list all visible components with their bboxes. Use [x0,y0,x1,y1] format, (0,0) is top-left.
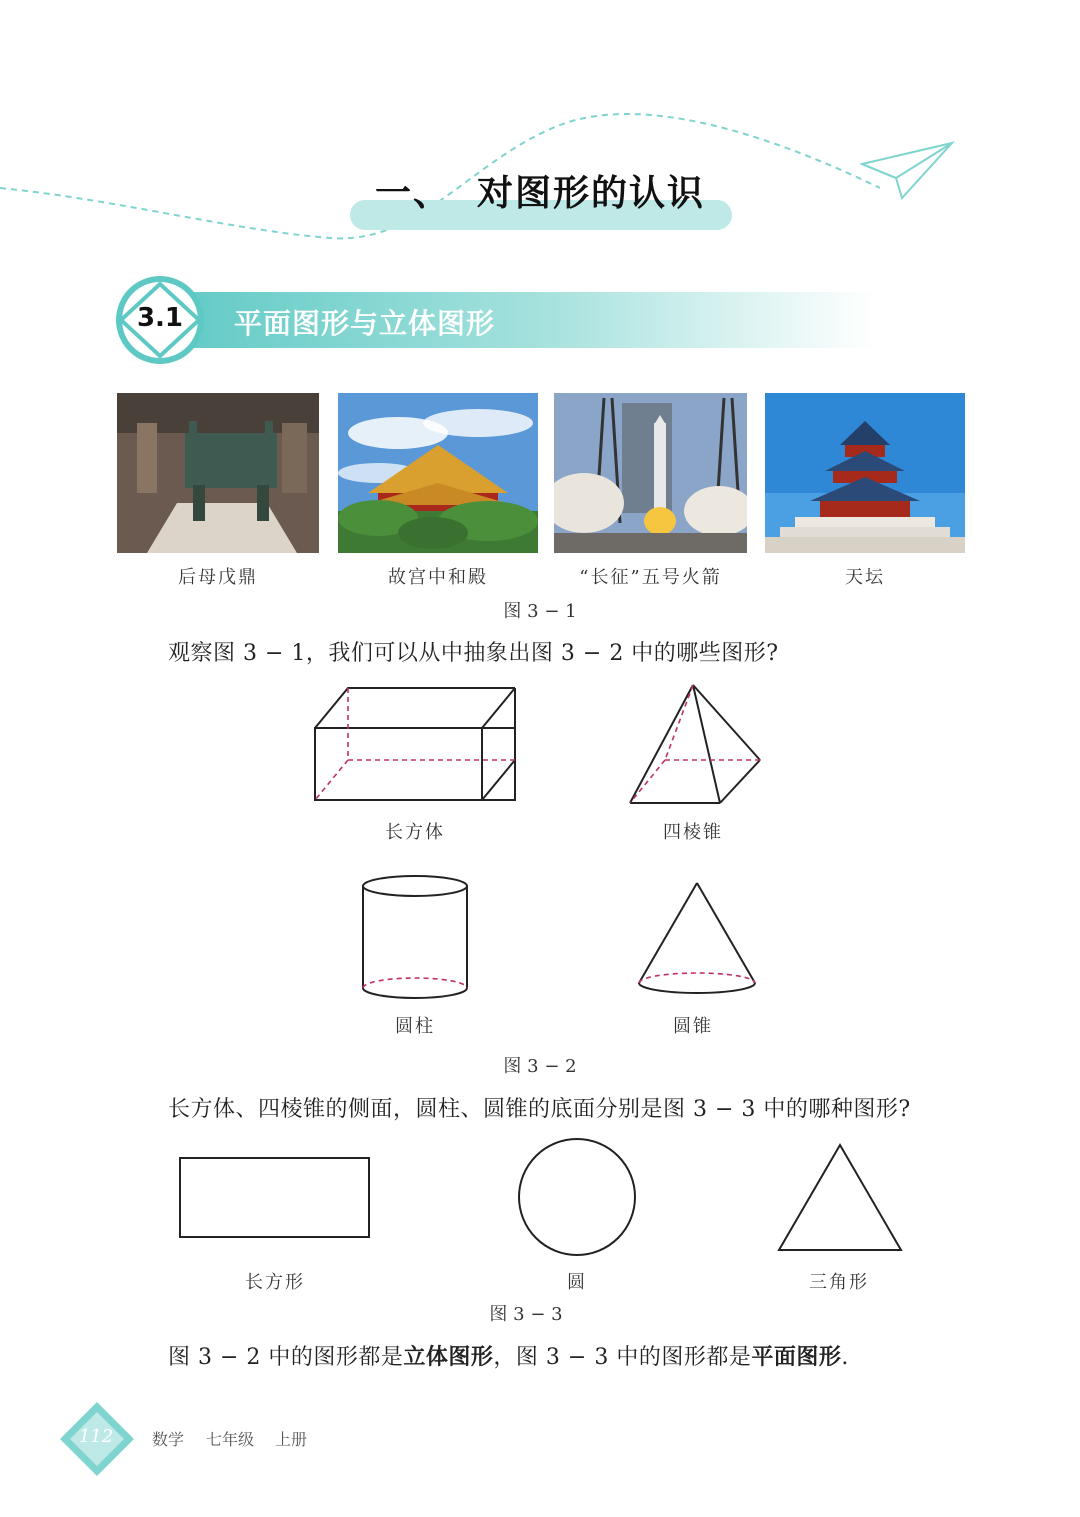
key-term: 平面图形 [751,1345,842,1370]
photo-caption: “长征”五号火箭 [579,567,722,588]
shape-label: 四棱锥 [663,822,723,843]
footer-subject: 数学 [152,1430,185,1449]
pyramid-drawing [630,685,760,803]
shape-label: 圆 [567,1272,587,1293]
footer-volume: 上册 [275,1430,308,1449]
figure-label: 图 3 − 1 [503,601,577,622]
chapter-title: 一、 对图形的认识 [374,173,706,214]
solid-figures [300,680,780,1020]
shape-label: 三角形 [809,1272,869,1293]
figure-label: 图 3 − 2 [503,1056,577,1077]
cylinder-drawing [363,876,467,998]
question-text: 观察图 3 − 1，我们可以从中抽象出图 3 − 2 中的哪些图形? [168,641,779,666]
conclusion-text: 图 3 − 2 中的图形都是立体图形，图 3 − 3 中的图形都是平面图形. [168,1345,849,1370]
paper-plane-icon [860,140,960,205]
section-title: 平面图形与立体图形 [234,307,496,340]
photo-caption: 故宫中和殿 [388,567,488,588]
bronze-ding-photo [117,393,319,553]
photo-caption: 天坛 [845,567,885,588]
shape-label: 长方形 [245,1272,305,1293]
palace-hall-photo [338,393,538,553]
shape-label: 长方体 [385,822,445,843]
shape-label: 圆锥 [673,1016,713,1037]
rectangle-drawing [180,1158,369,1237]
page-number: 112 [78,1426,114,1447]
photo-caption: 后母戊鼎 [178,567,258,588]
temple-of-heaven-photo [765,393,965,553]
figure-label: 图 3 − 3 [489,1304,563,1325]
cuboid-drawing [315,688,515,800]
shape-label: 圆柱 [395,1016,435,1037]
cone-drawing [639,883,755,993]
circle-drawing [519,1139,635,1255]
key-term: 立体图形 [403,1345,494,1370]
section-number: 3.1 [136,303,184,333]
rocket-launch-photo [554,393,747,553]
question-text: 长方体、四棱锥的侧面，圆柱、圆锥的底面分别是图 3 − 3 中的哪种图形? [168,1097,911,1122]
triangle-drawing [779,1145,901,1250]
plane-figures [170,1135,915,1265]
footer-grade: 七年级 [206,1430,255,1449]
